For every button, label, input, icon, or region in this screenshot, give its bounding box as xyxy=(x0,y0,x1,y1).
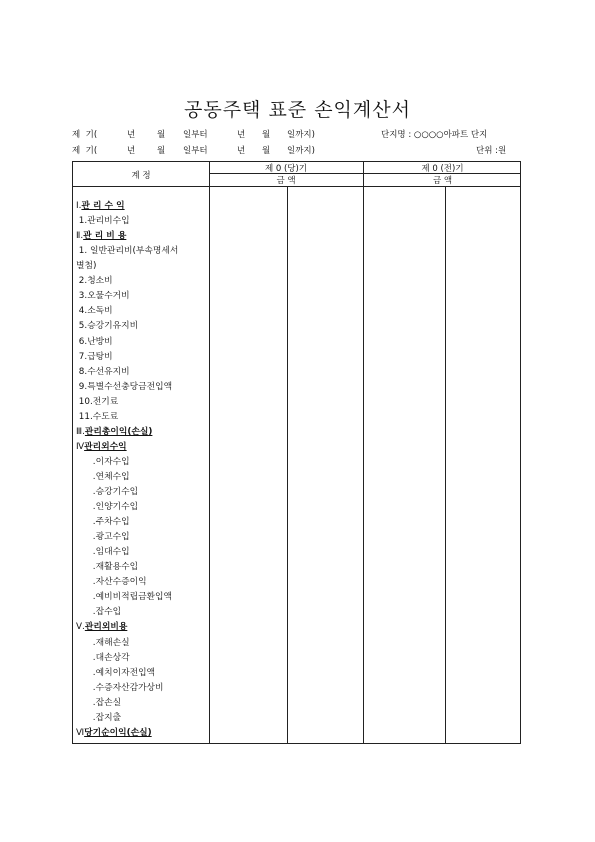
previous-amount-header: 금 액 xyxy=(432,176,453,186)
account-row xyxy=(76,379,172,392)
account-row xyxy=(76,364,130,377)
account-header: 계 정 xyxy=(131,171,151,181)
account-label: 1. 일반관리비(부속명세서 xyxy=(76,246,179,257)
account-label: 별첨) xyxy=(76,261,97,272)
account-label: .재해손실 xyxy=(76,637,130,648)
account-label: .재활용수입 xyxy=(76,562,139,573)
account-row xyxy=(76,484,138,497)
account-label: .광고수입 xyxy=(76,532,130,543)
account-row xyxy=(76,604,121,617)
section-label: 당기순이익(손실) xyxy=(84,727,152,738)
account-row xyxy=(76,394,118,407)
period-day-to: 일까지) xyxy=(287,130,315,140)
account-row xyxy=(76,514,130,527)
account-row xyxy=(76,529,130,542)
account-row xyxy=(76,589,172,602)
period-year-from: 년 xyxy=(127,146,136,156)
account-row xyxy=(76,574,147,587)
account-row xyxy=(76,665,155,678)
account-label: 4.소독비 xyxy=(76,306,113,317)
section-numeral: Ⅵ xyxy=(76,727,85,738)
period-month-from: 월 xyxy=(157,146,166,156)
account-label: .인양기수입 xyxy=(76,502,139,512)
account-label: .대손상각 xyxy=(76,652,130,663)
account-row xyxy=(76,303,113,316)
account-label: .임대수입 xyxy=(76,547,130,558)
current-amount-header: 금 액 xyxy=(276,176,296,186)
account-label: .자산수증이익 xyxy=(76,577,147,588)
period-day-from: 일부터 xyxy=(183,146,208,156)
section-row xyxy=(76,198,125,211)
section-row xyxy=(76,228,126,241)
current-period-header: 제 0 (당)기 xyxy=(264,164,308,174)
account-row xyxy=(76,559,138,572)
section-label: 관리외비용 xyxy=(84,622,128,633)
account-label: .승강기수입 xyxy=(76,486,139,497)
section-numeral: Ⅳ xyxy=(76,441,85,452)
account-label: .예치이자전입액 xyxy=(76,667,156,678)
account-label: .잡손실 xyxy=(76,697,122,708)
period-month-to: 월 xyxy=(262,130,271,140)
column-divider xyxy=(445,186,446,743)
section-label: 관리외수익 xyxy=(84,441,127,452)
section-numeral: Ⅰ. xyxy=(76,201,82,211)
account-label: 9.특별수선충당금전입액 xyxy=(76,381,173,392)
account-row xyxy=(76,635,130,648)
section-label: 관 리 수 익 xyxy=(81,201,125,211)
column-divider xyxy=(209,162,210,743)
section-numeral: Ⅱ. xyxy=(76,231,84,242)
period-year-from: 년 xyxy=(127,130,136,140)
account-row xyxy=(76,409,118,422)
account-row xyxy=(76,695,121,708)
account-label: .이자수입 xyxy=(76,456,130,467)
account-row xyxy=(76,349,113,362)
account-row xyxy=(76,273,113,286)
account-row xyxy=(76,454,130,467)
account-label: 5.승강기유지비 xyxy=(76,321,139,332)
account-label: 2.청소비 xyxy=(76,276,113,287)
section-row xyxy=(76,619,127,632)
period-month-to: 월 xyxy=(262,146,271,156)
period-day-from: 일부터 xyxy=(183,130,208,140)
account-row xyxy=(76,650,130,663)
section-numeral: Ⅲ. xyxy=(76,426,85,437)
account-label: .수증자산감가상비 xyxy=(76,682,164,693)
account-row xyxy=(76,258,96,271)
account-row xyxy=(76,680,164,693)
period-label: 제 기( xyxy=(72,130,98,140)
period-year-to: 년 xyxy=(237,146,246,156)
section-row xyxy=(76,725,152,738)
account-row xyxy=(76,334,113,347)
account-row xyxy=(76,469,130,482)
account-label: .잡지출 xyxy=(76,712,122,723)
account-label: 6.난방비 xyxy=(76,336,113,347)
account-label: .연체수입 xyxy=(76,471,130,482)
account-label: 7.급탕비 xyxy=(76,351,113,362)
period-day-to: 일까지) xyxy=(287,146,315,156)
account-label: 1.관리비수입 xyxy=(76,216,130,227)
account-row xyxy=(76,499,138,512)
section-row xyxy=(76,424,152,437)
account-label: 3.오물수거비 xyxy=(76,291,130,302)
unit-label: 단위 :원 xyxy=(476,146,507,156)
section-numeral: Ⅴ. xyxy=(76,622,85,633)
account-row xyxy=(76,544,130,557)
account-row xyxy=(76,710,121,723)
column-divider xyxy=(363,162,364,743)
account-label: 11.수도료 xyxy=(76,411,119,422)
account-row xyxy=(76,288,130,301)
period-year-to: 년 xyxy=(237,130,246,140)
account-label: .잡수입 xyxy=(76,607,122,618)
account-label: .주차수입 xyxy=(76,517,130,527)
header-bottom-rule xyxy=(73,186,520,187)
account-label: 10.전기료 xyxy=(76,396,119,407)
period-month-from: 월 xyxy=(157,130,166,140)
section-label: 관리총이익(손실) xyxy=(84,426,153,437)
account-row xyxy=(76,318,138,331)
column-divider xyxy=(287,186,288,743)
period-label: 제 기( xyxy=(72,146,98,156)
document-title: 공동주택 표준 손익계산서 xyxy=(184,99,411,121)
account-label: 8.수선유지비 xyxy=(76,366,130,377)
account-row xyxy=(76,213,130,226)
section-label: 관 리 비 용 xyxy=(83,231,127,242)
previous-period-header: 제 0 (전)기 xyxy=(421,164,464,174)
account-label: .예비비적립금환입액 xyxy=(76,592,173,603)
account-row xyxy=(76,243,178,256)
section-row xyxy=(76,439,127,452)
complex-name: 단지명 : ○○○○아파트 단지 xyxy=(381,130,488,140)
